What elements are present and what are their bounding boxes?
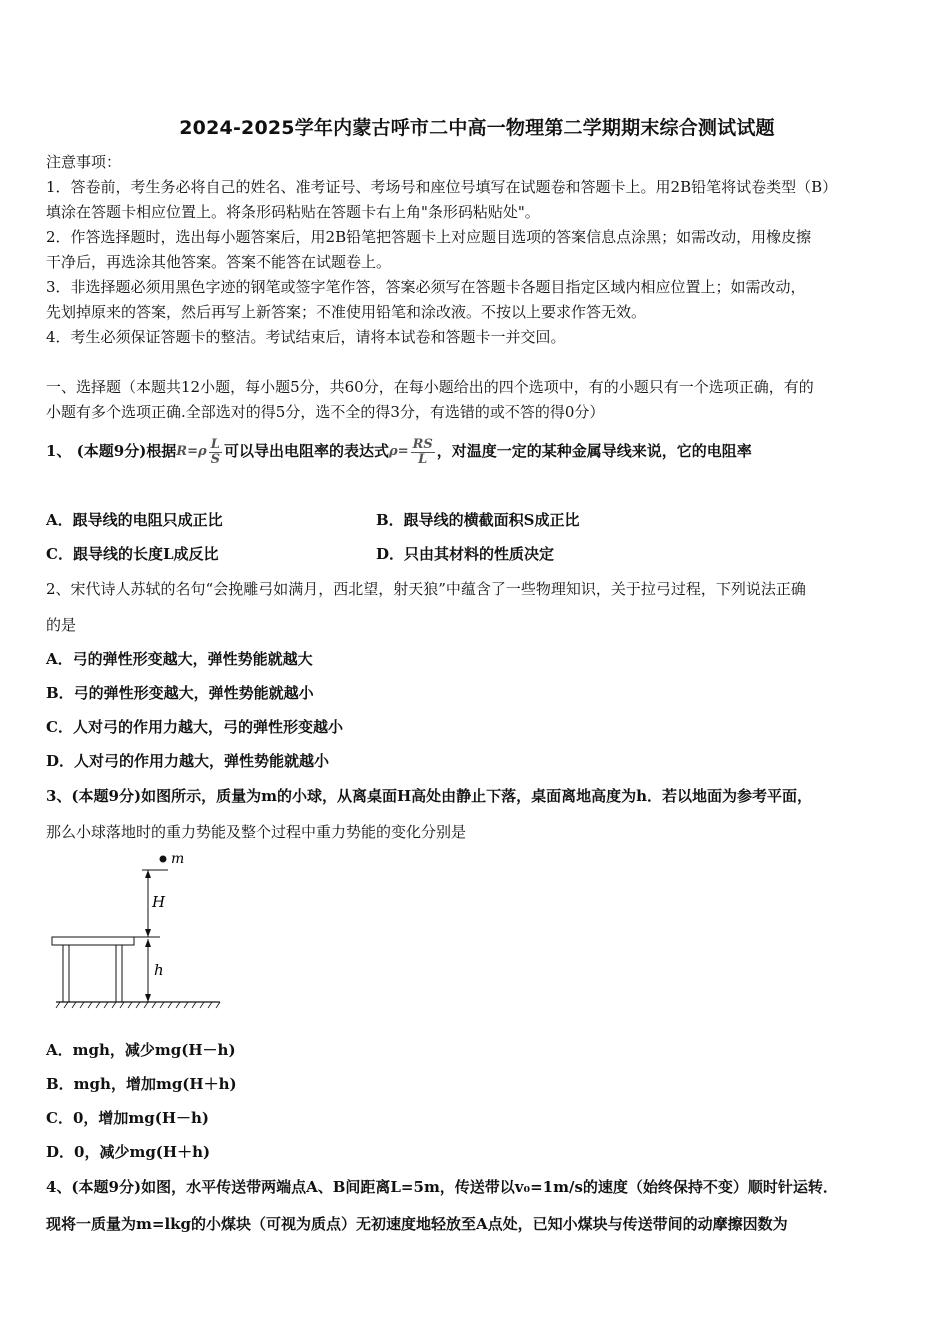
formula-2-lhs: ρ= bbox=[389, 444, 409, 459]
formula-1-denominator: S bbox=[210, 451, 221, 467]
notice-heading: 注意事项： bbox=[46, 153, 122, 171]
q3-option-c[interactable]: C．0，增加mg(H－h) bbox=[46, 1109, 210, 1127]
question-1-stem bbox=[46, 436, 752, 467]
question-4-stem: 4、(本题9分)如图，水平传送带两端点A、B间距离L=5m，传送带以v₀=1m/s的速度（始终保持不变）顺时针运转． bbox=[46, 1178, 838, 1196]
notice-line: 2．作答选择题时，选出每小题答案后，用2B铅笔把答题卡上对应题目选项的答案信息点涂黑；如需改动，用橡皮擦 bbox=[46, 228, 812, 246]
q2-option-c[interactable]: C．人对弓的作用力越大，弓的弹性形变越小 bbox=[46, 718, 343, 736]
question-3-stem: 3、(本题9分)如图所示，质量为m的小球，从离桌面H高处由静止下落，桌面离地高度为h．若以地面为参考平面， bbox=[46, 787, 813, 805]
table-leg bbox=[63, 945, 69, 1002]
ground-hatching bbox=[56, 1002, 220, 1008]
notice-line: 填涂在答题卡相应位置上。将条形码粘贴在答题卡右上角"条形码粘贴处"。 bbox=[46, 203, 540, 221]
formula-1-lhs: R=ρ bbox=[176, 444, 207, 459]
notice-line: 4．考生必须保证答题卡的整洁。考试结束后，请将本试卷和答题卡一并交回。 bbox=[46, 328, 566, 346]
ball-label: m bbox=[171, 851, 185, 867]
q1-prefix: 1、 (本题9分)根据 bbox=[46, 442, 177, 460]
formula-1-numerator: L bbox=[209, 438, 222, 453]
q1-option-a[interactable]: A．跟导线的电阻只成正比 bbox=[46, 511, 223, 529]
q2-option-d[interactable]: D．人对弓的作用力越大，弹性势能就越小 bbox=[46, 752, 330, 770]
question-2-stem-cont: 的是 bbox=[46, 616, 77, 634]
formula-1-fraction bbox=[209, 438, 222, 467]
section-heading: 小题有多个选项正确.全部选对的得5分，选不全的得3分，有选错的或不答的得0分） bbox=[46, 403, 605, 421]
formula-2-fraction bbox=[411, 438, 435, 467]
ball-icon bbox=[160, 856, 167, 863]
page-title: 2024-2025学年内蒙古呼市二中高一物理第二学期期末综合测试试题 bbox=[179, 117, 775, 139]
q3-option-a[interactable]: A．mgh，减少mg(H－h) bbox=[46, 1041, 236, 1059]
q1-option-b[interactable]: B．跟导线的横截面积S成正比 bbox=[376, 511, 580, 529]
height-h-label: h bbox=[154, 961, 164, 979]
q1-suffix: ，对温度一定的某种金属导线来说，它的电阻率 bbox=[436, 442, 752, 460]
q3-option-b[interactable]: B．mgh，增加mg(H＋h) bbox=[46, 1075, 237, 1093]
question-3-stem-cont: 那么小球落地时的重力势能及整个过程中重力势能的变化分别是 bbox=[46, 823, 467, 841]
height-H-label: H bbox=[152, 893, 166, 911]
q3-figure bbox=[46, 845, 236, 1015]
notice-line: 1．答卷前，考生务必将自己的姓名、准考证号、考场号和座位号填写在试题卷和答题卡上。用2B铅笔将试卷类型（B） bbox=[46, 178, 838, 196]
notice-line: 3．非选择题必须用黑色字迹的钢笔或签字笔作答，答案必须写在答题卡各题目指定区域内相应位置上；如需改动， bbox=[46, 278, 806, 296]
question-4-stem-cont: 现将一质量为m=lkg的小煤块（可视为质点）无初速度地轻放至A点处，已知小煤块与传送带间的动摩擦因数为 bbox=[46, 1215, 788, 1233]
formula-2-denominator: L bbox=[418, 451, 428, 467]
table-top bbox=[52, 937, 134, 945]
q2-option-a[interactable]: A．弓的弹性形变越大，弹性势能就越大 bbox=[46, 650, 313, 668]
q3-option-d[interactable]: D．0，减少mg(H＋h) bbox=[46, 1143, 211, 1161]
question-2-stem: 2、宋代诗人苏轼的名句“会挽雕弓如满月，西北望，射天狼”中蕴含了一些物理知识，关于拉弓过程，下列说法正确 bbox=[46, 580, 806, 598]
table-leg bbox=[116, 945, 122, 1002]
notice-line: 先划掉原来的答案，然后再写上新答案；不准使用铅笔和涂改液。不按以上要求作答无效。 bbox=[46, 303, 647, 321]
notice-line: 干净后，再选涂其他答案。答案不能答在试题卷上。 bbox=[46, 253, 392, 271]
q1-option-d[interactable]: D．只由其材料的性质决定 bbox=[376, 545, 555, 563]
q1-middle: 可以导出电阻率的表达式 bbox=[224, 442, 390, 460]
q1-option-c[interactable]: C．跟导线的长度L成反比 bbox=[46, 545, 219, 563]
section-heading: 一、选择题（本题共12小题，每小题5分，共60分，在每小题给出的四个选项中，有的小题只有一个选项正确，有的 bbox=[46, 378, 814, 396]
formula-2-numerator: RS bbox=[412, 436, 433, 452]
q2-option-b[interactable]: B．弓的弹性形变越大，弹性势能就越小 bbox=[46, 684, 314, 702]
